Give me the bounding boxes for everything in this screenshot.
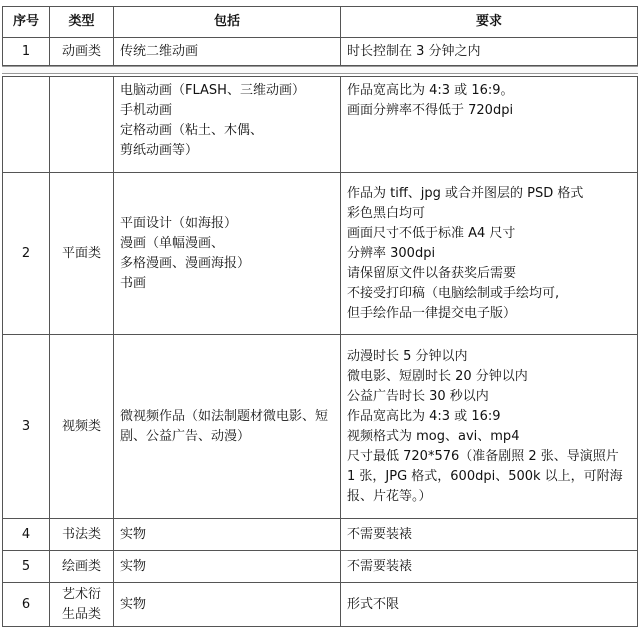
row-includes [114,583,341,627]
row-no: 3 [3,335,50,519]
table-row [3,77,638,173]
row-includes [114,551,341,583]
row-requirements [341,38,638,66]
table-header-row [3,7,638,38]
row-no [3,77,50,173]
row-no: 2 [3,173,50,335]
requirements-line: 彩色黑白均可 [347,205,426,221]
header-includes: 包括 [114,7,341,38]
row-no: 4 [3,519,50,551]
row-requirements [341,77,638,173]
includes-line: 手机动画 [120,103,173,118]
requirements-line: 请保留原文件以备获奖后需要 [347,265,517,281]
row-type: 平面类 [50,173,114,335]
requirements-line: 视频格式为 mog、avi、mp4 [347,428,520,444]
requirements-line: 作品宽高比为 4:3 或 16:9 [347,408,501,424]
requirements-line: 微电影、短剧时长 20 分钟以内 [347,368,528,384]
row-no: 6 [3,583,50,627]
requirements-line: 公益广告时长 30 秒以内 [347,388,489,404]
row-no: 5 [3,551,50,583]
requirements-line: 时长控制在 3 分钟之内 [347,43,481,59]
row-requirements [341,335,638,519]
header-no: 序号 [3,7,50,38]
requirements-line: 作品宽高比为 4:3 或 16:9。 [347,83,514,98]
row-requirements [341,583,638,627]
table-row [3,551,638,583]
row-type: 艺术衍生品类 [50,583,114,627]
requirements-line: 画面尺寸不低于标准 A4 尺寸 [347,225,516,241]
row-type [50,77,114,173]
includes-line: 多格漫画、漫画海报） [120,255,251,271]
row-type: 动画类 [50,38,114,66]
requirements-line: 动漫时长 5 分钟以内 [347,348,468,364]
includes-line: 实物 [120,596,147,612]
requirements-line: 形式不限 [347,596,400,612]
includes-line: 实物 [120,558,147,574]
includes-line: 平面设计（如海报） [120,215,238,231]
requirements-table-bottom [2,76,638,627]
table-row [3,335,638,519]
header-type: 类型 [50,7,114,38]
includes-line: 微视频作品（如法制题材微电影、短剧、公益广告、动漫） [120,408,329,444]
requirements-line: 作品为 tiff、jpg 或合并图层的 PSD 格式 [347,185,584,201]
includes-line: 漫画（单幅漫画、 [120,235,225,251]
row-no: 1 [3,38,50,66]
row-includes [114,335,341,519]
row-includes [114,173,341,335]
requirements-line: 但手绘作品一律提交电子版） [347,305,517,321]
includes-line: 剪纸动画等） [120,143,199,158]
requirements-table-top [2,6,638,66]
includes-line: 实物 [120,526,147,542]
row-type: 书法类 [50,519,114,551]
row-requirements [341,519,638,551]
requirements-line: 画面分辨率不得低于 720dpi [347,103,514,118]
row-type: 视频类 [50,335,114,519]
table-row [3,173,638,335]
header-requirements: 要求 [341,7,638,38]
table-row [3,583,638,627]
includes-line: 传统二维动画 [120,43,199,59]
row-includes [114,38,341,66]
row-includes [114,77,341,173]
page-break-divider [2,66,638,74]
row-includes [114,519,341,551]
table-row [3,519,638,551]
row-requirements [341,173,638,335]
includes-line: 定格动画（粘土、木偶、 [120,123,264,138]
table-row [3,38,638,66]
row-requirements [341,551,638,583]
includes-line: 书画 [120,275,147,291]
requirements-line: 不接受打印稿（电脑绘制或手绘均可, [347,285,560,301]
requirements-line: 不需要装裱 [347,526,413,542]
row-type: 绘画类 [50,551,114,583]
requirements-line: 尺寸最低 720*576（准备剧照 2 张、导演照片 1 张，JPG 格式，600dpi、500k 以上，可附海报、片花等。） [347,448,623,504]
includes-line: 电脑动画（FLASH、三维动画） [120,83,305,98]
requirements-line: 分辨率 300dpi [347,245,436,261]
requirements-line: 不需要装裱 [347,558,413,574]
